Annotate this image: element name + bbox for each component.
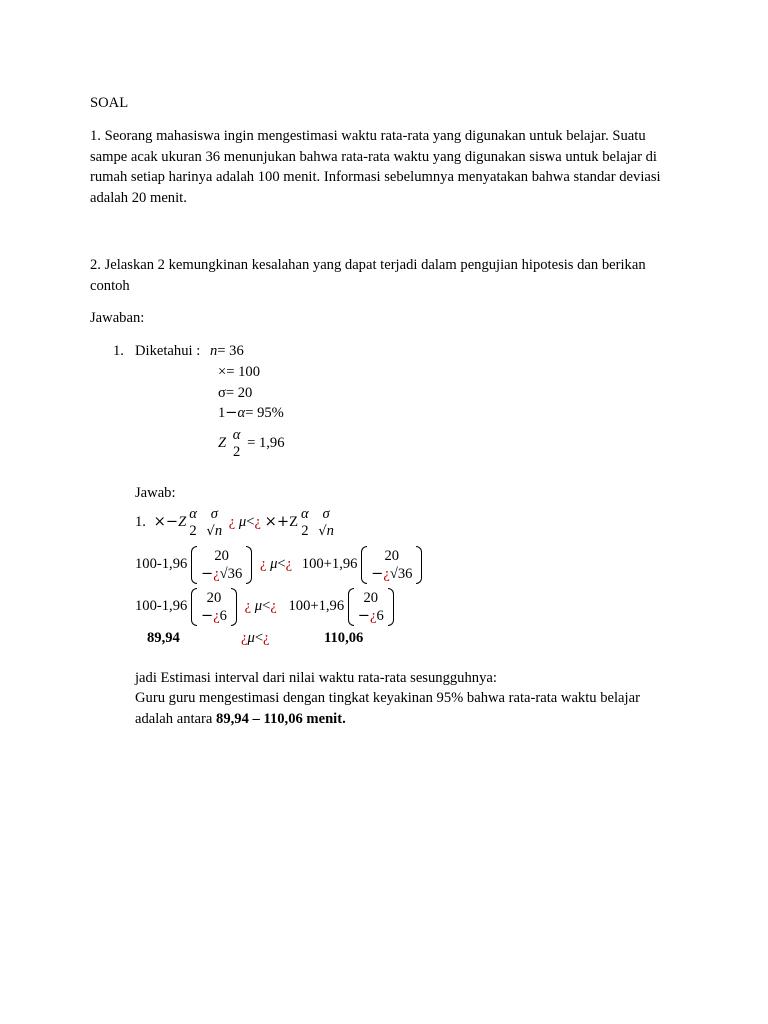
alpha-over-two: α 2 bbox=[232, 426, 241, 460]
diketahui-label: Diketahui : bbox=[135, 343, 201, 359]
result-mu: ¿μ<¿ bbox=[241, 630, 270, 646]
conclusion-statement: Guru guru mengestimasi dengan tingkat keyakinan 95% bahwa rata-rata waktu belajar adalah antara 89,94 – 110,06 menit. bbox=[135, 690, 640, 727]
jawab-label: Jawab: bbox=[135, 485, 176, 501]
given-confidence: 1−α= 95% bbox=[218, 404, 284, 421]
question-1: 1. Seorang mahasiswa ingin mengestimasi waktu rata-rata yang digunakan untuk belajar. Suatu sampe acak ukuran 36 menunjukan bahwa rata-rata waktu yang digunakan siswa untuk belajar di rumah setiap harinya adalah 100 menit. Informasi sebelumnya menyatakan bahwa standar deviasi adalah 20 menit. bbox=[90, 128, 661, 206]
conclusion-intro: jadi Estimasi interval dari nilai waktu rata-rata sesungguhnya: bbox=[135, 670, 497, 686]
interval-result: 89,94 – 110,06 menit. bbox=[216, 711, 346, 727]
soal-heading: SOAL bbox=[90, 95, 129, 111]
jawaban-label: Jawaban: bbox=[90, 310, 145, 326]
given-sigma: σ= 20 bbox=[218, 385, 253, 401]
interval-step-2: 100-1,96 20 −¿6 ¿ μ<¿ 100+1,96 20 −¿6 bbox=[135, 587, 394, 626]
given-n bbox=[210, 341, 244, 361]
sigma-over-sqrt-n: σ √n bbox=[206, 505, 223, 539]
given-z: Z α 2 = 1,96 bbox=[218, 426, 285, 460]
interval-step-1: 100-1,96 20 −¿√36 ¿ μ<¿ 100+1,96 20 −¿√36 bbox=[135, 545, 422, 584]
question-2: 2. Jelaskan 2 kemungkinan kesalahan yang dapat terjadi dalam pengujian hipotesis dan berikan contoh bbox=[90, 257, 646, 294]
interval-formula: 1. ×−Z α 2 σ √n ¿ μ<¿ ×+Z α 2 σ √n bbox=[135, 505, 334, 539]
given-mean: ×= 100 bbox=[218, 364, 260, 380]
result-lower: 89,94 bbox=[147, 630, 180, 646]
answer-item-number: 1. bbox=[113, 343, 124, 359]
n-symbol: n bbox=[210, 343, 218, 359]
result-upper: 110,06 bbox=[324, 630, 364, 646]
n-value: = 36 bbox=[217, 343, 244, 359]
